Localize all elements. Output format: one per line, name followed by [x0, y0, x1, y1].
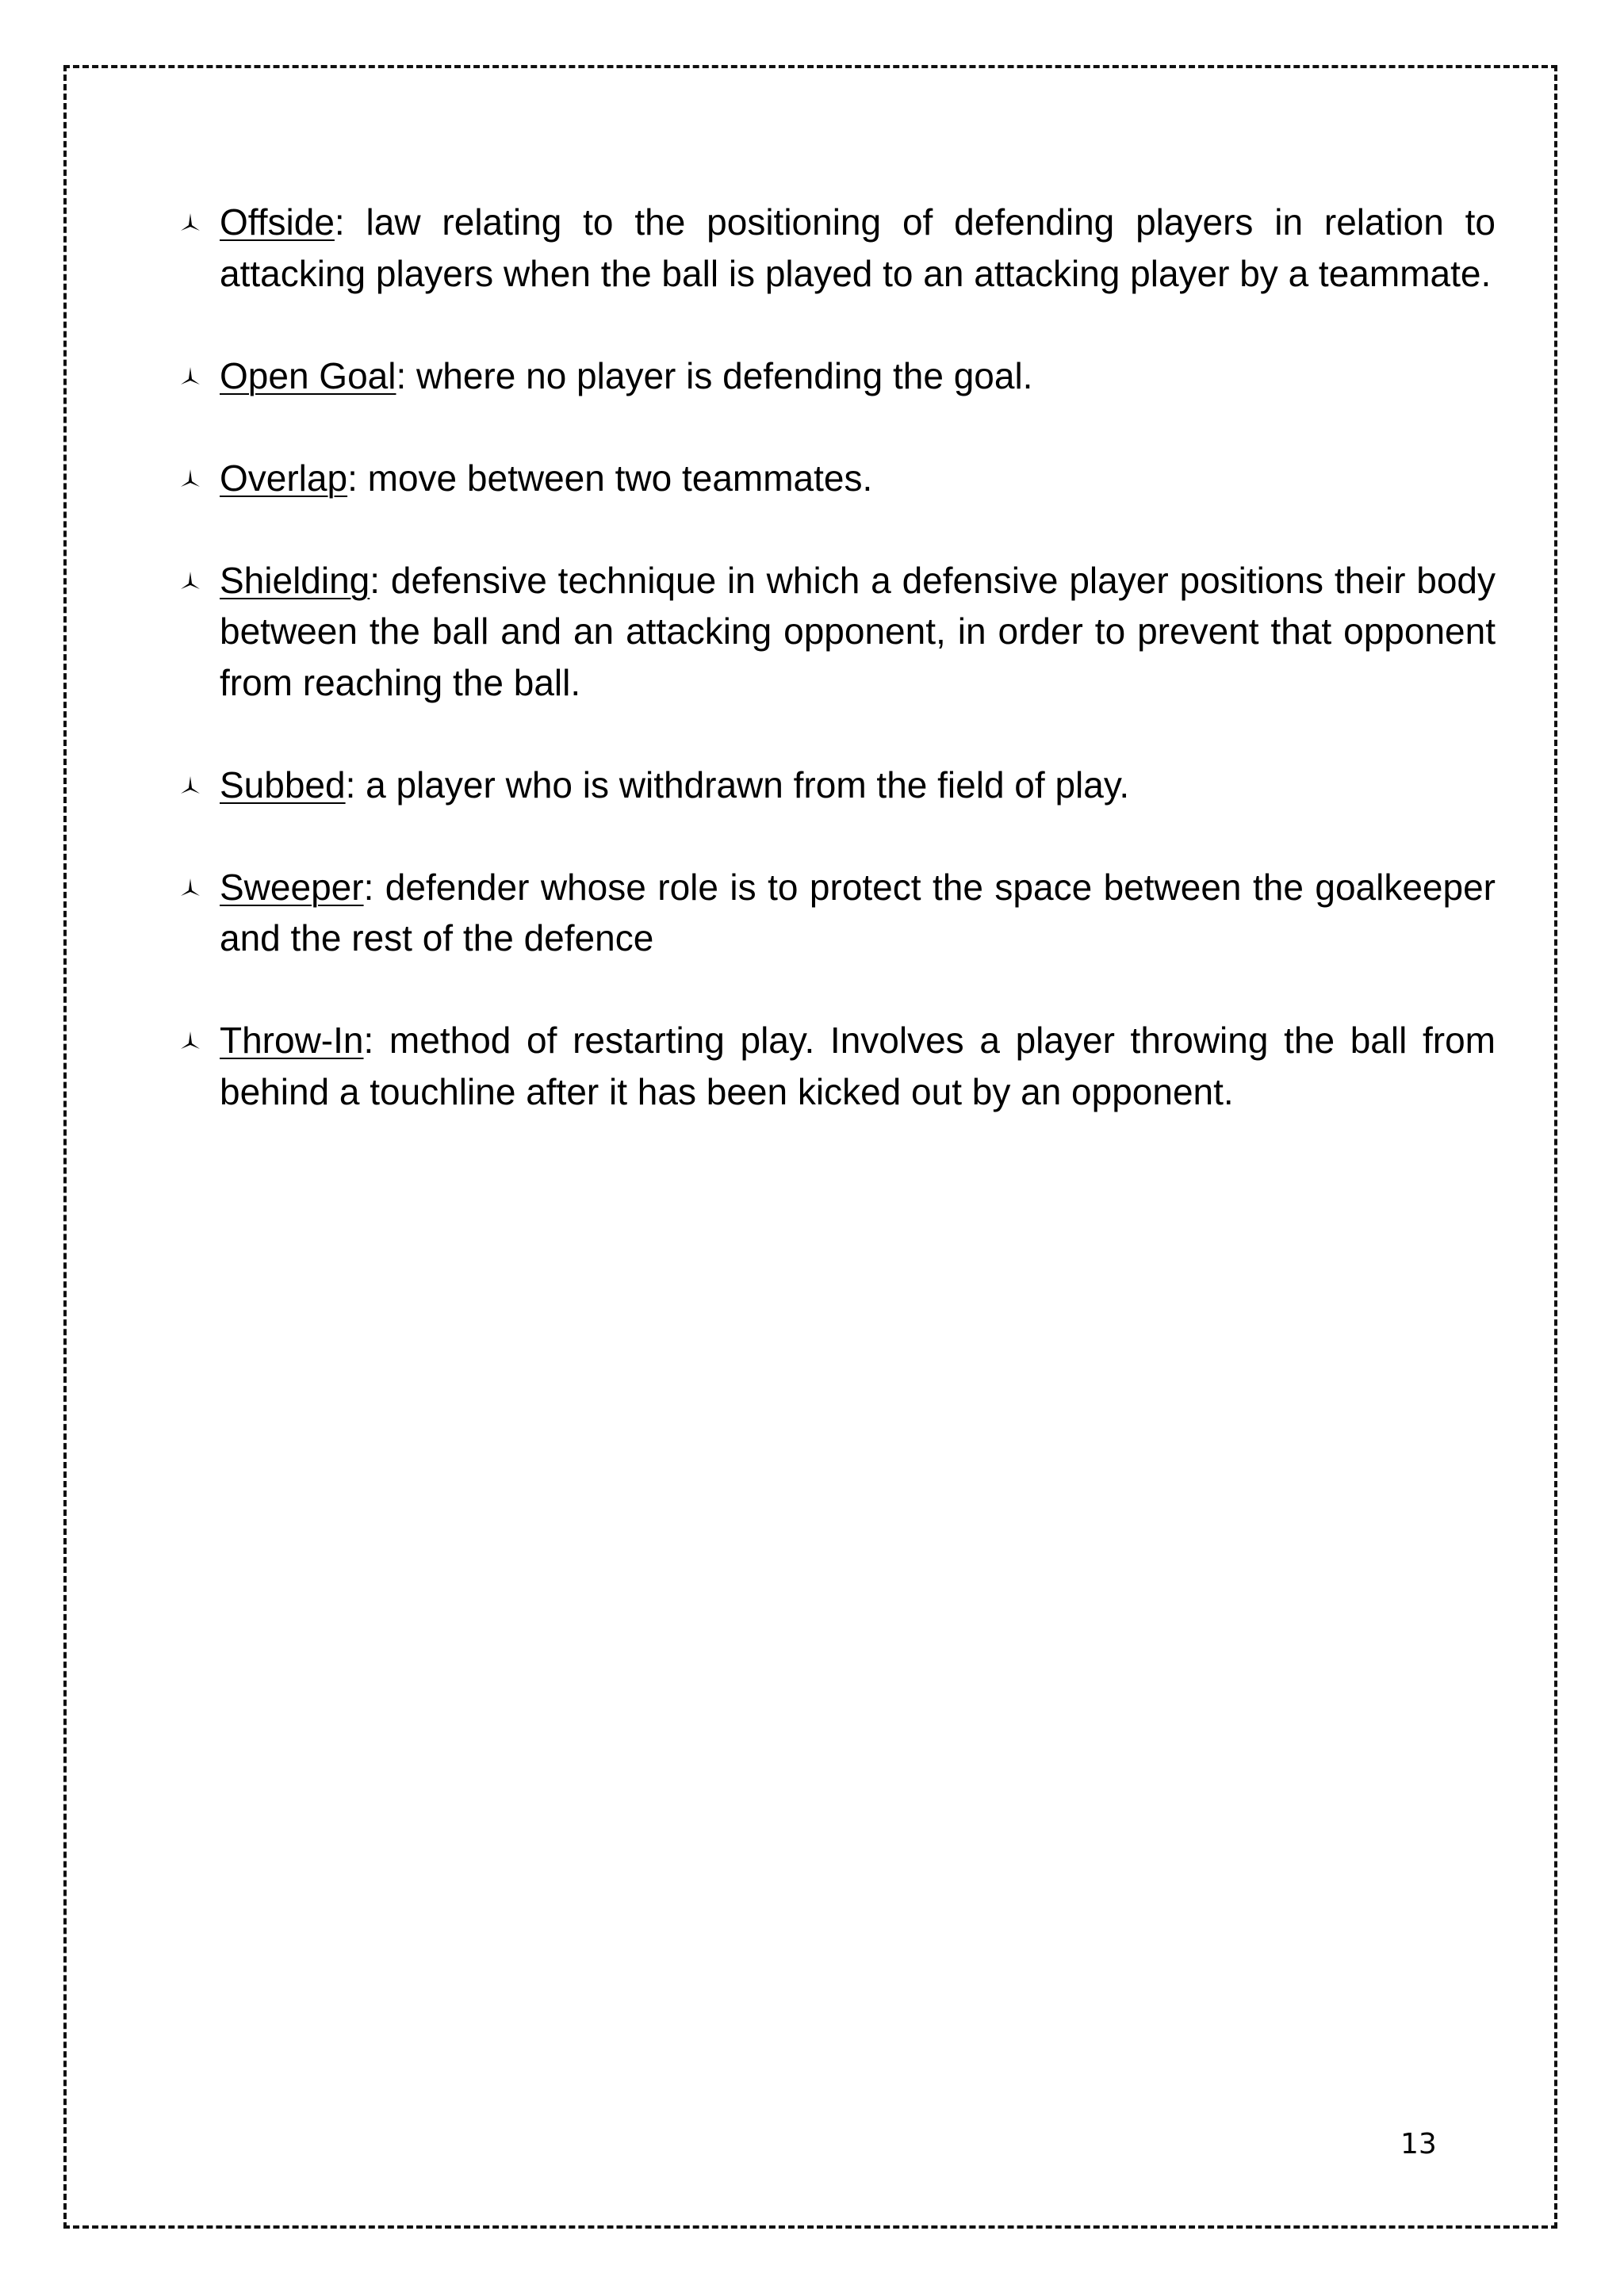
glossary-definition: : a player who is withdrawn from the field of play.	[345, 763, 1130, 806]
glossary-entry-throw-in	[220, 1015, 1496, 1117]
glossary-term: Offside	[220, 201, 335, 243]
three-point-star-icon	[180, 350, 204, 402]
glossary-definition: : move between two teammates.	[347, 457, 873, 499]
page-number: 13	[1400, 2128, 1437, 2160]
three-point-star-icon	[180, 862, 204, 913]
glossary-entry-open-goal	[220, 350, 1496, 402]
glossary-list	[220, 197, 1496, 1169]
glossary-entry-shielding	[220, 555, 1496, 709]
glossary-entry-sweeper	[220, 862, 1496, 964]
glossary-definition: : where no player is defending the goal.	[396, 354, 1033, 396]
glossary-entry-overlap	[220, 453, 1496, 504]
glossary-entry-offside	[220, 197, 1496, 299]
glossary-definition: : law relating to the positioning of defending players in relation to attacking players when the ball is played to an attacking player by a teammate.	[220, 201, 1496, 294]
glossary-term: Overlap	[220, 457, 348, 499]
glossary-definition: : method of restarting play. Involves a player throwing the ball from behind a touchline after it has been kicked out by an opponent.	[220, 1020, 1496, 1112]
glossary-term: Subbed	[220, 763, 346, 806]
three-point-star-icon	[180, 197, 204, 248]
three-point-star-icon	[180, 760, 204, 811]
three-point-star-icon	[180, 555, 204, 607]
glossary-definition: : defensive technique in which a defensive player positions their body between the ball and an attacking opponent, in order to prevent that opponent from reaching the ball.	[220, 559, 1496, 703]
glossary-term: Sweeper	[220, 866, 364, 908]
glossary-term: Throw-In	[220, 1020, 364, 1061]
three-point-star-icon	[180, 1015, 204, 1066]
glossary-term: Shielding	[220, 559, 370, 601]
glossary-entry-subbed	[220, 760, 1496, 811]
three-point-star-icon	[180, 453, 204, 504]
glossary-term: Open Goal	[220, 354, 396, 396]
glossary-definition: : defender whose role is to protect the space between the goalkeeper and the rest of the defence	[220, 866, 1496, 959]
